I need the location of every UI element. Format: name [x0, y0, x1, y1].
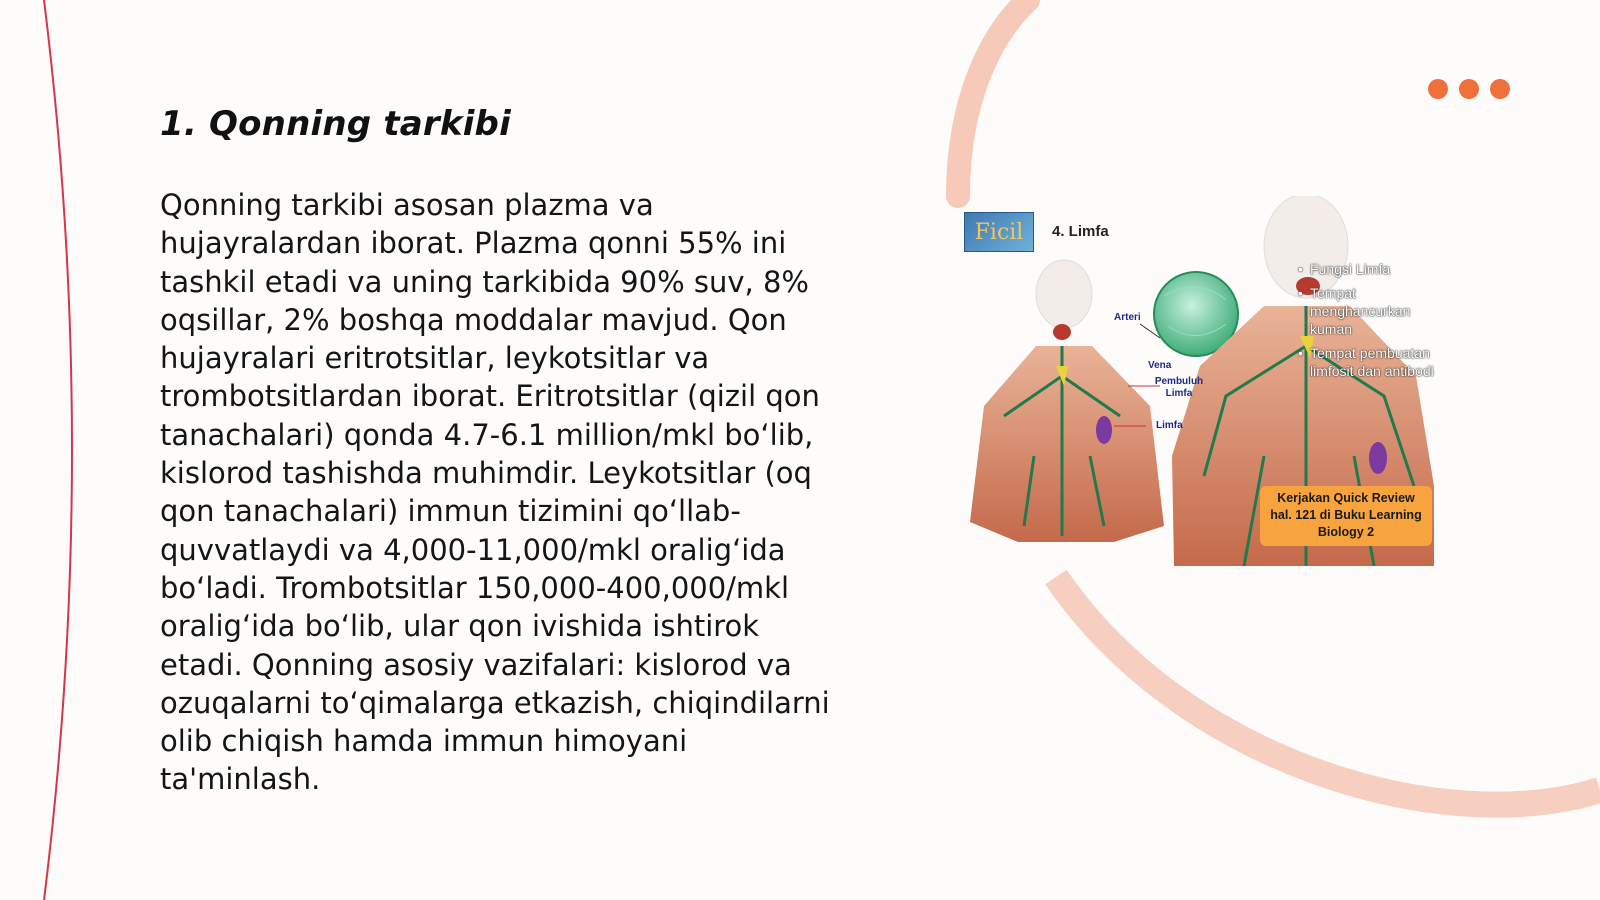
dot-icon [1428, 79, 1448, 99]
bullet-item: • Fungsi Limfa [1298, 260, 1450, 278]
bullet-item: • Tempat pembuatan limfosit dan antibodi [1298, 344, 1450, 380]
dot-icon [1490, 79, 1510, 99]
orbit-arc-top [958, 0, 1028, 196]
dot-icon [1459, 79, 1479, 99]
left-accent-line [44, 0, 72, 900]
slide-body-text: Qonning tarkibi asosan plazma va hujayralardan iborat. Plazma qonni 55% ini tashkil etadi va uning tarkibida 90% suv, 8% oqsillar, 2% boshqa moddalar mavjud. Qon hujayralari eritrotsitlar, leykotsitlar va trombotsitlardan iborat. Eritrotsitlar (qizil qon tanachalari) qonda 4.7-6.1 million/mkl bo‘lib, kislorod tashishda muhimdir. Leykotsitlar (oq qon tanachalari) immun tizimini qo‘llab-quvvatlaydi va 4,000-11,000/mkl oralig‘ida bo‘ladi. Trombotsitlar 150,000-400,000/mkl oralig‘ida bo‘lib, ular qon ivishida ishtirok etadi. Qonning asosiy vazifalari: kislorod va ozuqalarni to‘qimalarga etkazish, chiqindilarni olib chiqish hamda immun himoyani ta'minlash. [160, 188, 830, 797]
label-vena: Vena [1148, 360, 1172, 371]
figure-bullet-list [1298, 260, 1450, 386]
label-arteri: Arteri [1114, 312, 1141, 323]
bullet-item: • Tempat menghancurkan kuman [1298, 284, 1450, 338]
lymph-system-figure [964, 196, 1450, 576]
label-pembuluh-limfa: Pembuluh Limfa [1154, 376, 1204, 399]
left-torso-figure [970, 260, 1164, 542]
menu-dots-icon [1428, 79, 1510, 99]
orbit-arc-bottom [1056, 577, 1600, 805]
figure-heading: 4. Limfa [1052, 223, 1109, 240]
quick-review-note: Kerjakan Quick Review hal. 121 di Buku Learning Biology 2 [1260, 486, 1432, 546]
label-limfa: Limfa [1156, 420, 1183, 431]
publisher-logo: Ficil [964, 212, 1034, 252]
slide-title: 1. Qonning tarkibi [160, 104, 511, 144]
